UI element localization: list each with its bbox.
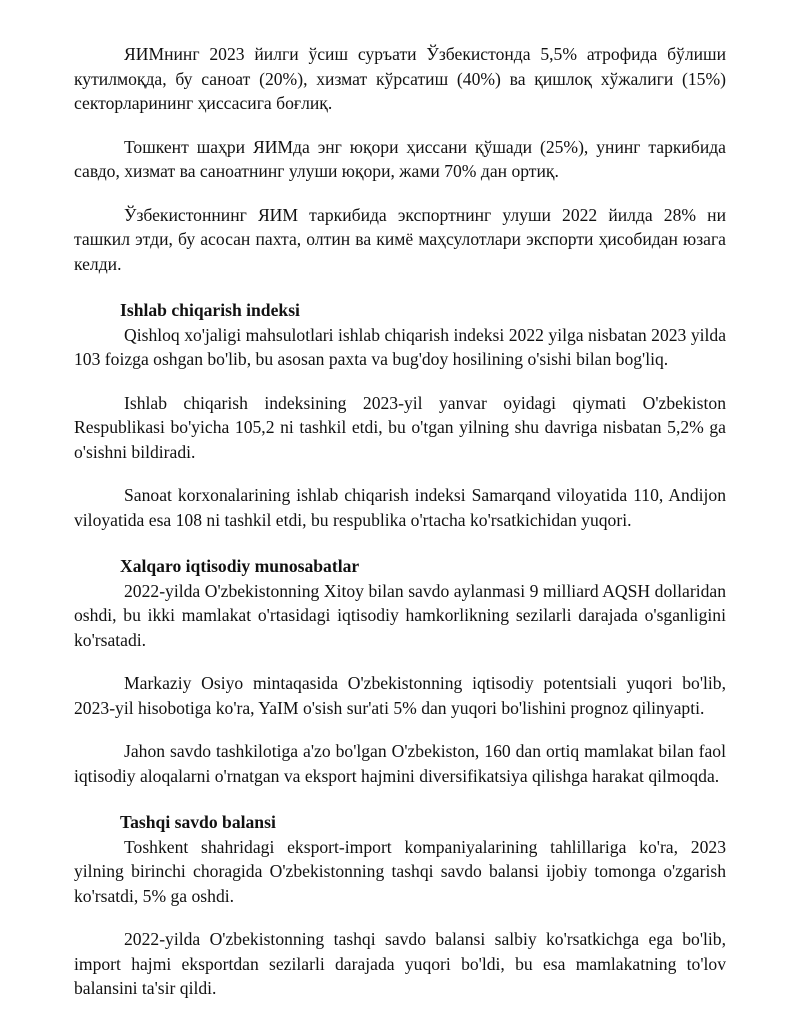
paragraph-tashkent-gdp: Тошкент шаҳри ЯИМда энг юқори ҳиссани қўшади (25%), унинг таркибида савдо, хизмат ва саноатнинг улуши юқори, жами 70% дан ортиқ.	[74, 136, 726, 181]
section-heading-international-relations: Xalqaro iqtisodiy munosabatlar	[120, 556, 360, 576]
section-heading-production-index: Ishlab chiqarish indeksi	[120, 300, 300, 320]
paragraph-china-trade: 2022-yilda O'zbekistonning Xitoy bilan savdo aylanmasi 9 milliard AQSH dollaridan oshdi, bu ikki mamlakat o'rtasidagi iqtisodiy hamkorlikning sezilarli darajada o'sganligini ko'rsatadi.	[74, 580, 726, 650]
paragraph-tashkent-trade: Toshkent shahridagi eksport-import kompaniyalarining tahlillariga ko'ra, 2023 yilning birinchi choragida O'zbekistonning tashqi savdo balansi ijobiy tomonga o'zgarish ko'rsatdi, 5% ga oshdi.	[74, 836, 726, 906]
paragraph-gdp-growth: ЯИМнинг 2023 йилги ўсиш суръати Ўзбекистонда 5,5% атрофида бўлиши кутилмоқда, бу саноат (20%), хизмат кўрсатиш (40%) ва қишлоқ хўжалиги (15%) секторларининг ҳиссасига боғлиқ.	[74, 44, 726, 113]
paragraph-regional-index: Sanoat korxonalarining ishlab chiqarish indeksi Samarqand viloyatida 110, Andijon viloyatida esa 108 ni tashkil etdi, bu respublika o'rtacha ko'rsatkichidan yuqori.	[74, 485, 726, 530]
section-heading-trade-balance: Tashqi savdo balansi	[120, 812, 276, 832]
paragraph-january-index: Ishlab chiqarish indeksining 2023-yil yanvar oyidagi qiymati O'zbekiston Respublikasi bo'yicha 105,2 ni tashkil etdi, bu o'tgan yilning shu davriga nisbatan 5,2% ga o'sishni bildiradi.	[74, 392, 726, 462]
paragraph-export-share: Ўзбекистоннинг ЯИМ таркибида экспортнинг улуши 2022 йилда 28% ни ташкил этди, бу асосан пахта, олтин ва кимё маҳсулотлари экспорти ҳисобидан юзага келди.	[74, 204, 726, 274]
paragraph-wto: Jahon savdo tashkilotiga a'zo bo'lgan O'zbekiston, 160 dan ortiq mamlakat bilan faol iqtisodiy aloqalarni o'rnatgan va eksport hajmini diversifikatsiya qilishga harakat qilmoqda.	[74, 741, 726, 786]
paragraph-agri-index: Qishloq xo'jaligi mahsulotlari ishlab chiqarish indeksi 2022 yilga nisbatan 2023 yilda 103 foizga oshgan bo'lib, bu asosan paxta va bug'doy hosilining o'sishi bilan bog'liq.	[74, 324, 726, 369]
paragraph-central-asia: Markaziy Osiyo mintaqasida O'zbekistonning iqtisodiy potentsiali yuqori bo'lib, 2023-yil hisobotiga ko'ra, YaIM o'sish sur'ati 5% dan yuqori bo'lishini prognoz qilinyapti.	[74, 673, 726, 718]
paragraph-trade-deficit: 2022-yilda O'zbekistonning tashqi savdo balansi salbiy ko'rsatkichga ega bo'lib, import hajmi eksportdan sezilarli darajada yuqori bo'ldi, bu esa mamlakatning to'lov balansini ta'sir qildi.	[74, 929, 726, 998]
